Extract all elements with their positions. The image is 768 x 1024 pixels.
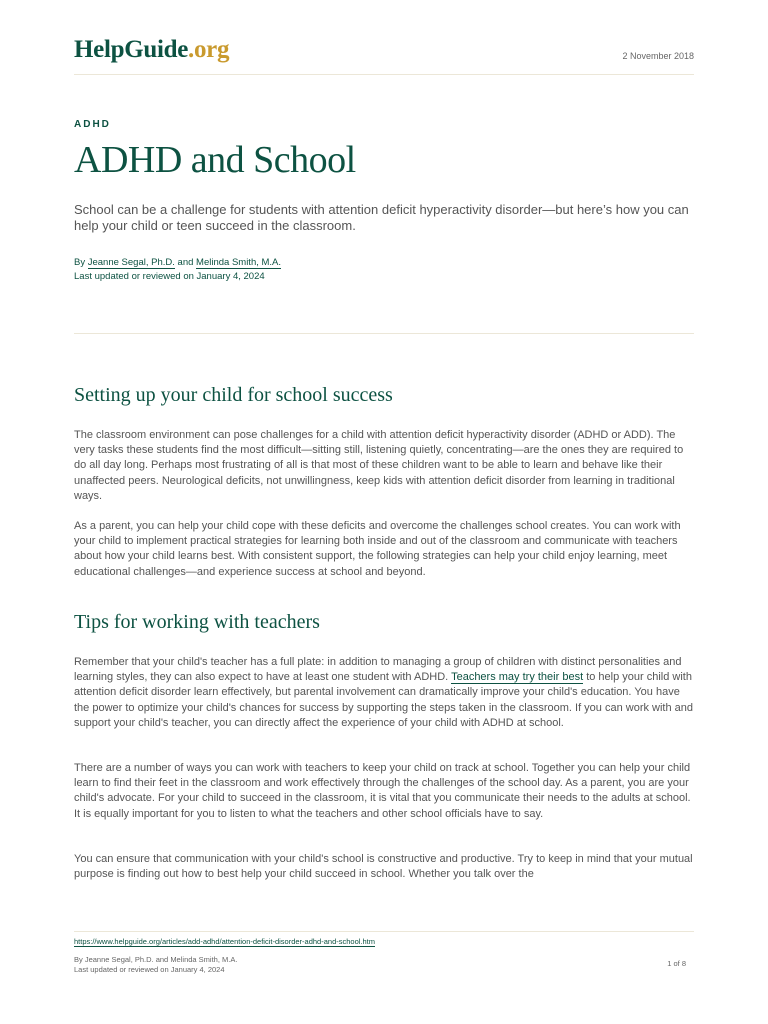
section-heading-working-with-teachers: Tips for working with teachers — [74, 611, 320, 633]
paragraph-text: to help your child with attention deficit disorder learn effectively, but parental involvement can dramatically improve your child's education. You have the power to optimize your child's chances for success by supporting the steps taken in the classroom. If you can work with and support your child's teacher, you can directly affect the experience of your child with ADHD at school. — [74, 671, 694, 729]
paragraph — [74, 655, 694, 731]
byline-authors — [74, 256, 281, 270]
byline-and: and — [174, 257, 197, 268]
logo-main: HelpGuide — [74, 36, 188, 63]
header-date: 2 November 2018 — [622, 51, 694, 61]
page-number: 1 of 8 — [667, 959, 686, 968]
byline-prefix: By — [74, 257, 88, 268]
paragraph-text: Remember that your child's teacher has a full plate: in addition to managing a group of children with distinct personalities and learning styles, they can also expect to have at least one student with ADHD. — [74, 656, 682, 684]
author-link-jeanne-segal[interactable]: Jeanne Segal, Ph.D. — [87, 257, 175, 268]
page-title: ADHD and School — [74, 139, 356, 181]
site-logo[interactable] — [74, 36, 229, 64]
footer-authors: By Jeanne Segal, Ph.D. and Melinda Smith, M.A. — [74, 955, 238, 964]
footer-url-link[interactable]: https://www.helpguide.org/articles/add-adhd/attention-deficit-disorder-adhd-and-school.htm — [74, 937, 375, 946]
page-header — [74, 34, 694, 75]
logo-suffix: .org — [188, 36, 230, 63]
paragraph: There are a number of ways you can work with teachers to keep your child on track at school. Together you can help your child learn to find their feet in the classroom and work effectively through the challenges of the school day. As a parent, you are your child's advocate. For your child to succeed in the classroom, it is vital that you communicate their needs to the adults at school. It is equally important for you to listen to what the teachers and other school officials have to say. — [74, 762, 691, 820]
author-link-melinda-smith[interactable]: Melinda Smith, M.A. — [196, 257, 282, 268]
footer-updated: Last updated or reviewed on January 4, 2024 — [74, 965, 225, 974]
paragraph: The classroom environment can pose challenges for a child with attention deficit hyperactivity disorder (ADHD or ADD). The very tasks these students find the most difficult—sitting still, listening quietly, concentrating—are the ones they are required to do all day long. Perhaps most frustrating of all is that most of these children want to be able to learn and behave like their unaffected peers. Neurological deficits, not unwillingness, keep kids with attention deficit disorder from learning in traditional ways. — [74, 429, 684, 502]
footer-meta — [74, 955, 237, 975]
section-heading-school-success: Setting up your child for school success — [74, 384, 393, 406]
section-divider — [74, 333, 694, 334]
byline — [74, 256, 281, 284]
article-category: ADHD — [74, 119, 111, 130]
last-updated: Last updated or reviewed on January 4, 2024 — [74, 271, 265, 282]
paragraph: As a parent, you can help your child cope with these deficits and overcome the challenges school creates. You can work with your child to implement practical strategies for learning both inside and out of the classroom and communicate with teachers about how your child learns best. With consistent support, the following strategies can help your child enjoy learning, meet educational challenges—and experience success at school and beyond. — [74, 520, 681, 578]
footer-divider — [74, 931, 694, 932]
teachers-may-try-link[interactable]: Teachers may try their best — [451, 671, 584, 684]
paragraph: You can ensure that communication with your child's school is constructive and productive. Try to keep in mind that your mutual purpose is finding out how to best help your child succeed in school. Whether you talk over the — [74, 853, 693, 881]
article-intro: School can be a challenge for students with attention deficit hyperactivity disorder—but here’s how you can help your child or teen succeed in the classroom. — [74, 202, 689, 233]
